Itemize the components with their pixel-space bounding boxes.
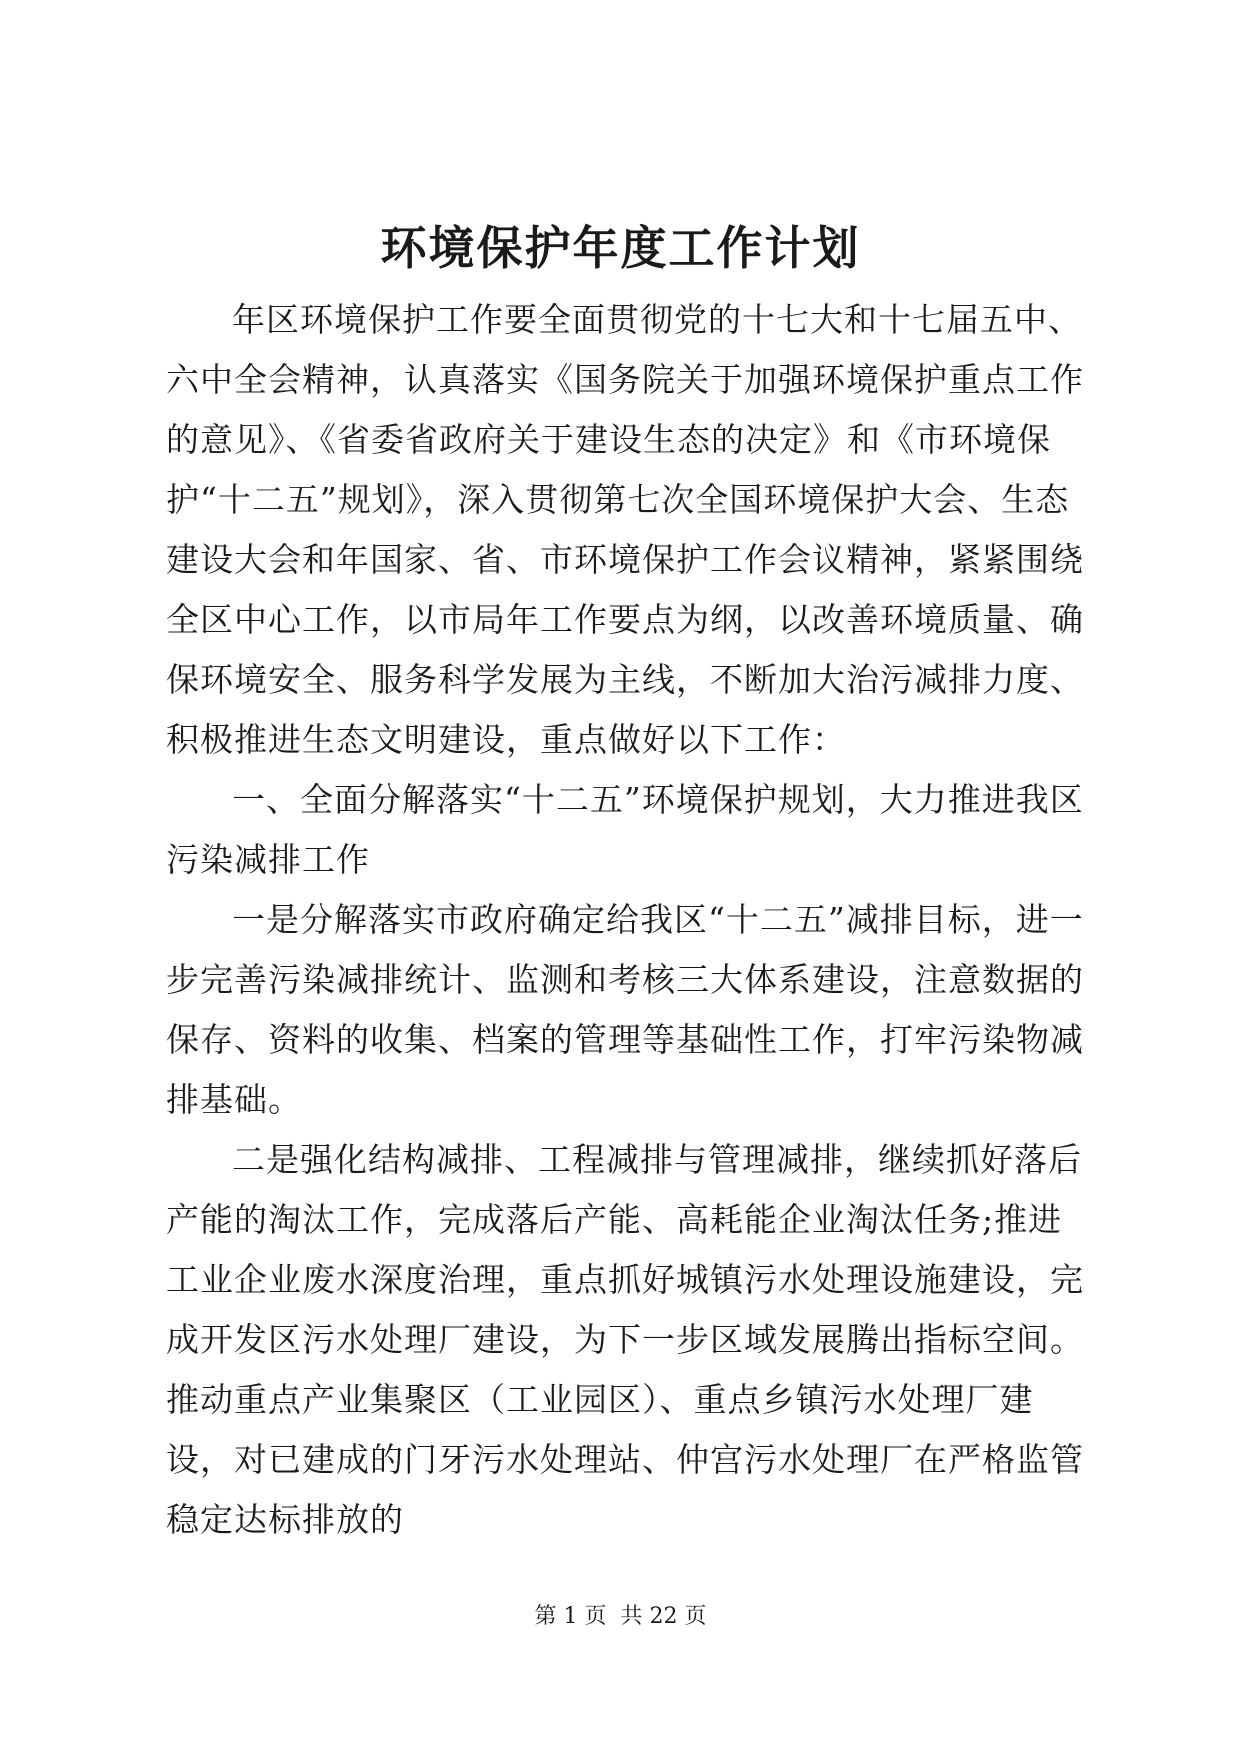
- page-footer: [0, 1602, 1241, 1632]
- paragraph-section-one-heading: 一、全面分解落实“十二五”环境保护规划，大力推进我区污染减排工作: [166, 780, 1084, 879]
- document-body: [166, 290, 1086, 1550]
- paragraph-point-one: 一是分解落实市政府确定给我区“十二五”减排目标，进一步完善污染减排统计、监测和考核三大体系建设，注意数据的保存、资料的收集、档案的管理等基础性工作，打牢污染物减排基础。: [166, 900, 1084, 1119]
- paragraph-point-two: 二是强化结构减排、工程减排与管理减排，继续抓好落后产能的淘汰工作，完成落后产能、高耗能企业淘汰任务;推进工业企业废水深度治理，重点抓好城镇污水处理设施建设，完成开发区污水处理厂建设，为下一步区域发展腾出指标空间。推动重点产业集聚区（工业园区）、重点乡镇污水处理厂建设，对已建成的门牙污水处理站、仲宫污水处理厂在严格监管稳定达标排放的: [166, 1140, 1084, 1539]
- page-number-label: 第 1 页 共 22 页: [534, 1604, 707, 1629]
- paragraph-intro: 年区环境保护工作要全面贯彻党的十七大和十七届五中、六中全会精神，认真落实《国务院关于加强环境保护重点工作的意见》、《省委省政府关于建设生态的决定》和《市环境保护“十二五”规划》，深入贯彻第七次全国环境保护大会、生态建设大会和年国家、省、市环境保护工作会议精神，紧紧围绕全区中心工作，以市局年工作要点为纲，以改善环境质量、确保环境安全、服务科学发展为主线，不断加大治污减排力度、积极推进生态文明建设，重点做好以下工作：: [166, 300, 1084, 759]
- document-title: 环境保护年度工作计划: [380, 221, 861, 275]
